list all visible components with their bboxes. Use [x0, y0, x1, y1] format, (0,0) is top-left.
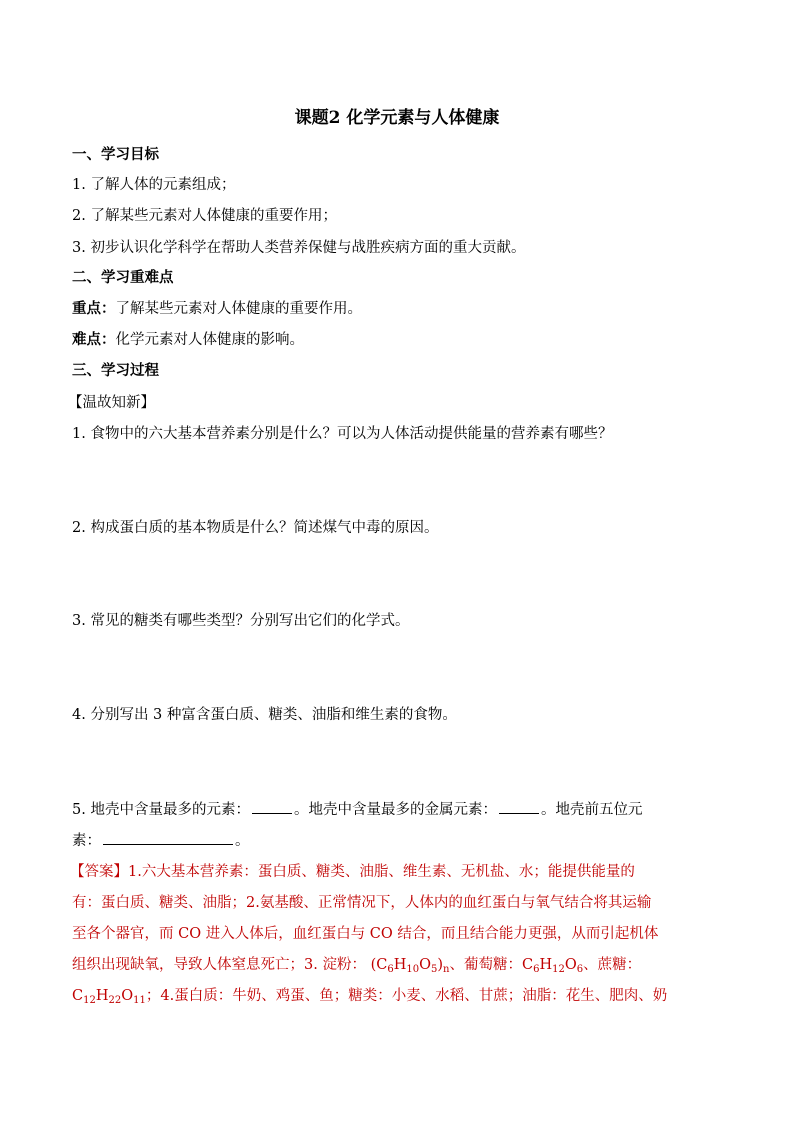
answer-blank-1[interactable] — [252, 799, 292, 814]
answer-text-1: 1.六大基本营养素：蛋白质、糖类、油脂、维生素、无机盐、水；能提供能量的 — [128, 864, 635, 880]
answer-line-2: 有：蛋白质、糖类、油脂；2.氨基酸、正常情况下，人体内的血红蛋白与氧气结合将其运输 — [72, 895, 652, 911]
q5-text-e: 。 — [235, 833, 250, 849]
page-title: 课题2 化学元素与人体健康 — [294, 108, 500, 128]
goal-item-2: 2. 了解某些元素对人体健康的重要作用； — [72, 208, 337, 224]
answer-line-3: 至各个器官，而 CO 进入人体后，血红蛋白与 CO 结合，而且结合能力更强，从而引起机体 — [72, 926, 659, 942]
review-heading: 【温故知新】 — [68, 395, 155, 411]
section-heading-key-points: 二、学习重难点 — [72, 269, 174, 286]
q5-text-b: 。地壳中含量最多的金属元素： — [293, 802, 497, 818]
difficulty-text: 化学元素对人体健康的影响。 — [115, 332, 304, 348]
answer-blank-3[interactable] — [103, 830, 233, 845]
question-4: 4. 分别写出 3 种富含蛋白质、糖类、油脂和维生素的食物。 — [72, 707, 457, 723]
answer-line-5 — [72, 986, 667, 1006]
difficulty-line — [72, 330, 304, 350]
question-3: 3. 常见的糖类有哪些类型？分别写出它们的化学式。 — [72, 613, 410, 629]
goal-item-1: 1. 了解人体的元素组成； — [72, 177, 236, 193]
answer-label: 【答案】 — [70, 864, 128, 880]
answer-line-1 — [70, 862, 635, 882]
sucrose-formula: $C_{12}H_{22}O_{11}$ — [72, 988, 146, 1006]
question-5-line-2 — [72, 830, 250, 851]
glucose-label: 、葡萄糖： — [449, 957, 522, 973]
question-5-line-1 — [72, 799, 642, 820]
answer-blank-2[interactable] — [499, 799, 539, 814]
section-heading-process: 三、学习过程 — [72, 362, 159, 379]
answer-text-5: ；4.蛋白质：牛奶、鸡蛋、鱼；糖类：小麦、水稻、甘蔗；油脂：花生、肥肉、奶 — [145, 988, 668, 1004]
question-1: 1. 食物中的六大基本营养素分别是什么？可以为人体活动提供能量的营养素有哪些？ — [72, 426, 613, 442]
question-2: 2. 构成蛋白质的基本物质是什么？简述煤气中毒的原因。 — [72, 520, 439, 536]
goal-item-3: 3. 初步认识化学科学在帮助人类营养保健与战胜疾病方面的重大贡献。 — [72, 240, 526, 256]
key-point-text: 了解某些元素对人体健康的重要作用。 — [115, 301, 362, 317]
q5-text-a: 5. 地壳中含量最多的元素： — [72, 802, 250, 818]
q5-text-c: 。地壳前五位元 — [540, 802, 643, 818]
key-point-line — [72, 299, 362, 319]
answer-line-4 — [72, 955, 641, 975]
answer-text-4: 组织出现缺氧，导致人体窒息死亡；3. 淀粉： — [72, 957, 366, 973]
sucrose-label: 、蔗糖： — [583, 957, 642, 973]
glucose-formula: $C_6H_{12}O_6$ — [521, 957, 584, 975]
q5-text-d: 素： — [72, 833, 101, 849]
difficulty-label: 难点： — [72, 331, 116, 348]
starch-formula: $(C_6H_{10}O_5)_n$ — [370, 957, 450, 975]
section-heading-goals: 一、学习目标 — [72, 146, 159, 163]
key-point-label: 重点： — [72, 300, 116, 317]
